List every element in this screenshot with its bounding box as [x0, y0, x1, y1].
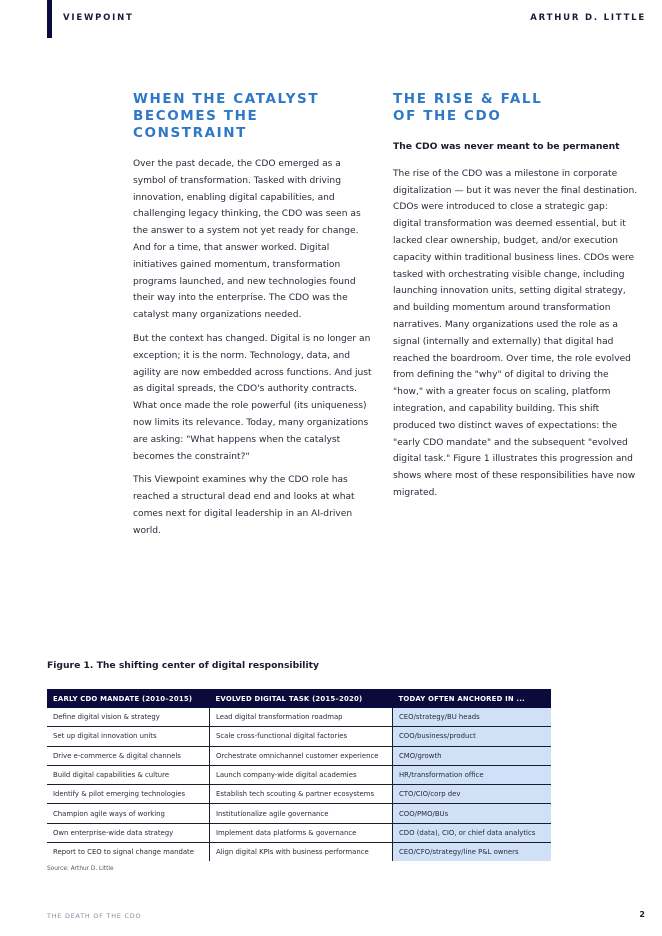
- page-number: 2: [639, 910, 645, 919]
- table-row: [47, 804, 551, 823]
- table-row: [47, 727, 551, 746]
- header-brand: ARTHUR D. LITTLE: [530, 13, 646, 23]
- table-cell: Champion agile ways of working: [47, 804, 210, 823]
- right-column: [393, 91, 638, 509]
- table-cell: CDO (data), CIO, or chief data analytics: [393, 823, 552, 842]
- table-cell: HR/transformation office: [393, 765, 552, 784]
- figure-source: Source: Arthur D. Little: [47, 866, 114, 872]
- table-cell: Scale cross-functional digital factories: [210, 727, 393, 746]
- table-cell: Orchestrate omnichannel customer experience: [210, 746, 393, 765]
- table-cell: CEO/CFO/strategy/line P&L owners: [393, 843, 552, 862]
- table-cell: COO/business/product: [393, 727, 552, 746]
- table-cell: Align digital KPIs with business performance: [210, 843, 393, 862]
- right-paragraph: The rise of the CDO was a milestone in corporate digitalization — but it was never the final destination. CDOs were introduced to close a strategic gap: digital transformation was deemed essential, but it lacked clear ownership, budget, and/or execution capacity within traditional business lines. CDOs were tasked with orchestrating visible change, including launching innovation units, setting digital strategy, and building momentum around transformation narratives. Many organizations used the role as a signal (internally and externally) that digital had reached the boardroom. Over time, the role evolved from defining the "why" of digital to driving the "how," with a greater focus on scaling, platform integration, and capability building. This shift produced two distinct waves of expectations: the "early CDO mandate" and the subsequent "evolved digital task." Figure 1 illustrates this progression and shows where most of these responsibilities have now migrated.: [393, 168, 638, 498]
- table-cell: Build digital capabilities & culture: [47, 765, 210, 784]
- table-row: [47, 708, 551, 727]
- figure-title: Figure 1. The shifting center of digital responsibility: [47, 660, 319, 671]
- table-cell: Lead digital transformation roadmap: [210, 708, 393, 727]
- table-cell: CTO/CIO/corp dev: [393, 785, 552, 804]
- table-cell: Drive e-commerce & digital channels: [47, 746, 210, 765]
- table-cell: CMO/growth: [393, 746, 552, 765]
- table-cell: Establish tech scouting & partner ecosystems: [210, 785, 393, 804]
- table-cell: Report to CEO to signal change mandate: [47, 843, 210, 862]
- left-paragraph-3: This Viewpoint examines why the CDO role has reached a structural dead end and looks at what comes next for digital leadership in an AI-driven world.: [133, 475, 355, 536]
- footer-document-title: THE DEATH OF THE CDO: [47, 912, 142, 920]
- left-paragraph-2: But the context has changed. Digital is no longer an exception; it is the norm. Technology, data, and agility are now embedded across functions. And just as digital spreads, the CDO's authority contracts. What once made the role powerful (its uniqueness) now limits its relevance. Today, many organizations are asking: "What happens when the catalyst becomes the constraint?": [133, 333, 372, 462]
- table-cell: Launch company-wide digital academies: [210, 765, 393, 784]
- table-cell: Institutionalize agile governance: [210, 804, 393, 823]
- table-cell: Own enterprise-wide data strategy: [47, 823, 210, 842]
- table-row: [47, 823, 551, 842]
- left-paragraph-1: Over the past decade, the CDO emerged as a symbol of transformation. Tasked with driving innovation, enabling digital capabilities, and challenging legacy thinking, the CDO was seen as the answer to a system not yet ready for change. And for a time, that answer worked. Digital initiatives gained momentum, transformation programs launched, and new technologies found their way into the enterprise. The CDO was the catalyst many organizations needed.: [133, 159, 361, 321]
- table-row: [47, 843, 551, 862]
- header-accent-bar: [47, 0, 52, 38]
- responsibility-table: [47, 689, 551, 861]
- table-cell: COO/PMO/BUs: [393, 804, 552, 823]
- right-subheading: The CDO was never meant to be permanent: [393, 141, 620, 152]
- table-row: [47, 746, 551, 765]
- table-cell: Implement data platforms & governance: [210, 823, 393, 842]
- header-early-mandate: EARLY CDO MANDATE (2010–2015): [47, 689, 210, 708]
- table-cell: CEO/strategy/BU heads: [393, 708, 552, 727]
- table-cell: Set up digital innovation units: [47, 727, 210, 746]
- table-header-row: [47, 689, 551, 708]
- table-cell: Identify & pilot emerging technologies: [47, 785, 210, 804]
- left-column: [133, 91, 373, 547]
- header-section-label: VIEWPOINT: [63, 13, 134, 23]
- table-cell: Define digital vision & strategy: [47, 708, 210, 727]
- table-row: [47, 765, 551, 784]
- header-evolved-task: EVOLVED DIGITAL TASK (2015–2020): [210, 689, 393, 708]
- right-section-title: THE RISE & FALL OF THE CDO: [393, 91, 543, 124]
- table-row: [47, 785, 551, 804]
- left-section-title: WHEN THE CATALYST BECOMES THE CONSTRAINT: [133, 91, 320, 141]
- header-today-anchored: TODAY OFTEN ANCHORED IN ...: [393, 689, 552, 708]
